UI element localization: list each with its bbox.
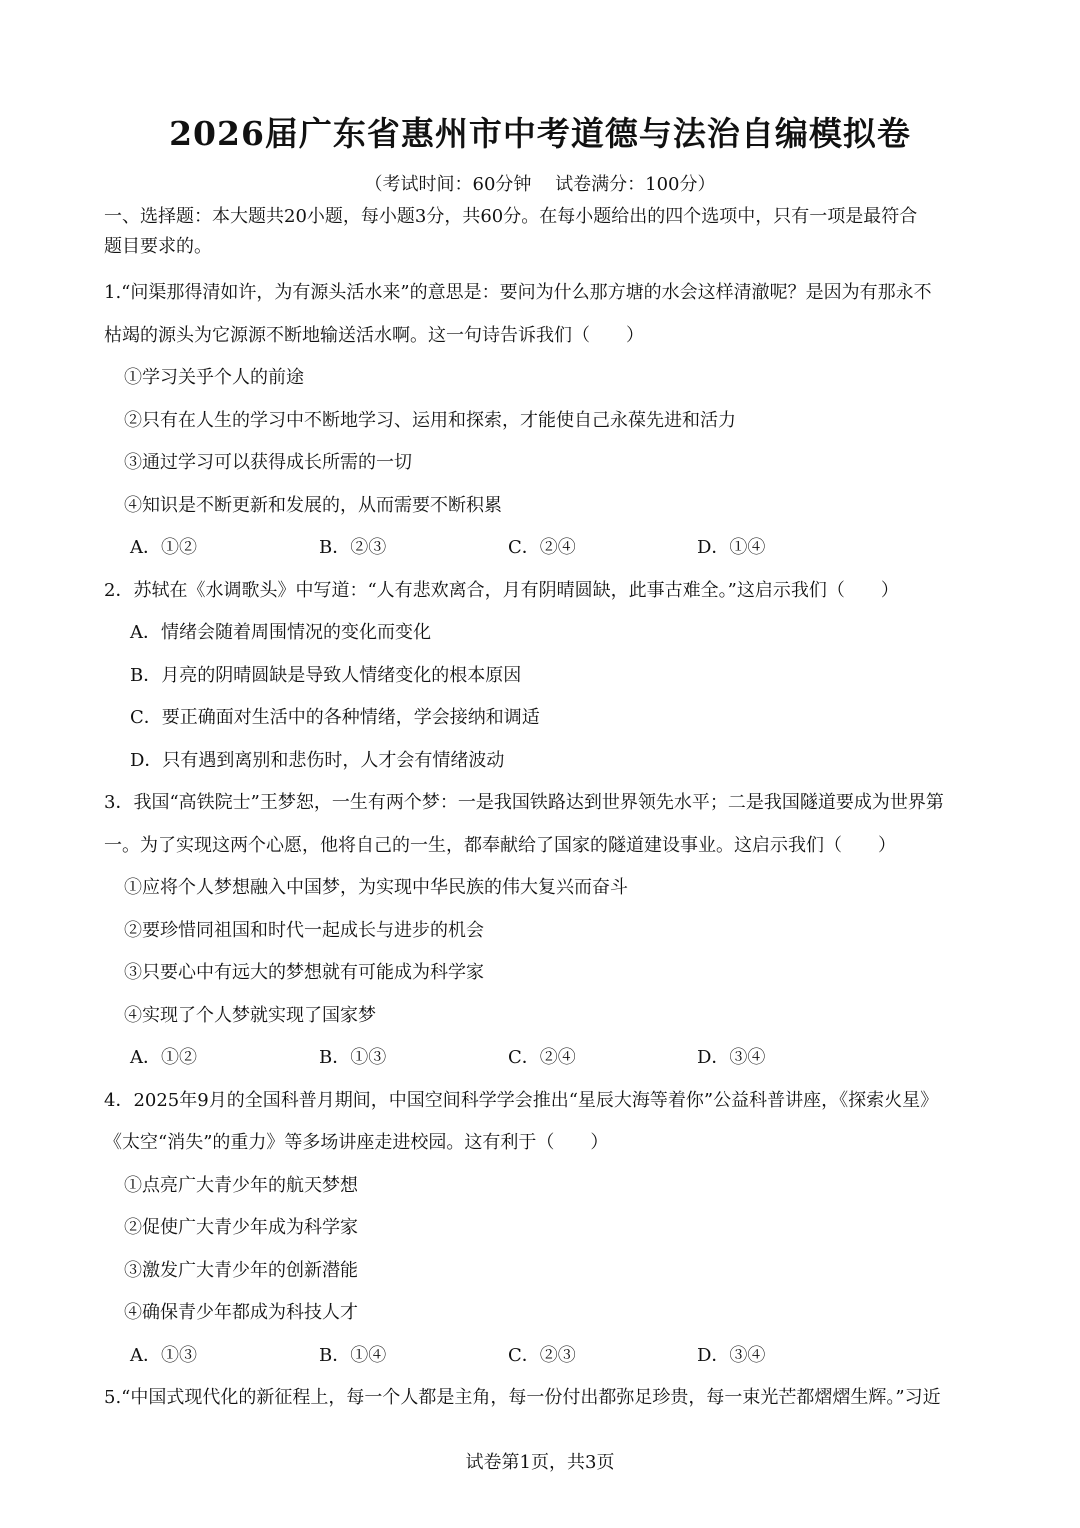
choice-c: C．②③ xyxy=(508,1344,576,1366)
answer-choices xyxy=(104,1335,984,1378)
statement: ③激发广大青少年的创新潜能 xyxy=(124,1259,358,1281)
page-footer: 试卷第1页，共3页 xyxy=(465,1452,615,1473)
statement: ③只要心中有远大的梦想就有可能成为科学家 xyxy=(124,962,484,983)
statement: ①应将个人梦想融入中国梦，为实现中华民族的伟大复兴而奋斗 xyxy=(124,877,628,898)
exam-title: 2026届广东省惠州市中考道德与法治自编模拟卷 xyxy=(169,114,911,153)
statement: ④实现了个人梦就实现了国家梦 xyxy=(124,1004,376,1026)
question-stem-line: 1.“问渠那得清如许，为有源头活水来”的意思是：要问为什么那方塘的水会这样清澈呢？是因为有那永不 xyxy=(104,282,932,303)
exam-content xyxy=(104,202,984,1420)
choice-a: A．①② xyxy=(130,1047,197,1068)
question-3 xyxy=(104,782,984,1080)
question-5 xyxy=(104,1377,984,1420)
answer-choices xyxy=(104,527,984,570)
question-stem-line: 枯竭的源头为它源源不断地输送活水啊。这一句诗告诉我们（ ） xyxy=(104,324,644,346)
question-stem-line: 4．2025年9月的全国科普月期间，中国空间科学学会推出“星辰大海等着你”公益科普讲座，《探索火星》 xyxy=(104,1089,939,1111)
statement: ③通过学习可以获得成长所需的一切 xyxy=(124,452,412,473)
exam-subtitle: （考试时间：60分钟 试卷满分：100分） xyxy=(364,174,716,195)
question-1 xyxy=(104,272,984,570)
section-instruction-line-1: 一、选择题：本大题共20小题，每小题3分，共60分。在每小题给出的四个选项中，只有一项是最符合 xyxy=(104,206,918,227)
answer-choices xyxy=(104,1037,984,1080)
option-a: A．情绪会随着周围情况的变化而变化 xyxy=(130,622,431,643)
option-c: C．要正确面对生活中的各种情绪，学会接纳和调适 xyxy=(130,707,540,728)
statement: ①点亮广大青少年的航天梦想 xyxy=(124,1174,358,1196)
option-d: D．只有遇到离别和悲伤时，人才会有情绪波动 xyxy=(130,749,505,771)
choice-c: C．②④ xyxy=(508,1047,576,1068)
question-4 xyxy=(104,1080,984,1378)
choice-a: A．①② xyxy=(130,537,197,558)
choice-d: D．①④ xyxy=(697,537,766,558)
question-stem-line: 《太空“消失”的重力》等多场讲座走进校园。这有利于（ ） xyxy=(104,1132,609,1153)
choice-a: A．①③ xyxy=(130,1344,197,1366)
question-stem-line: 5.“中国式现代化的新征程上，每一个人都是主角，每一份付出都弥足珍贵，每一束光芒都熠熠生辉。”习近 xyxy=(104,1387,941,1408)
question-stem-line: 2．苏轼在《水调歌头》中写道：“人有悲欢离合，月有阴晴圆缺，此事古难全。”这启示我们（ ） xyxy=(104,579,899,601)
choice-b: B．①④ xyxy=(319,1344,387,1366)
statement: ④知识是不断更新和发展的，从而需要不断积累 xyxy=(124,494,502,516)
choice-d: D．③④ xyxy=(697,1047,766,1068)
statement: ①学习关乎个人的前途 xyxy=(124,367,304,388)
choice-b: B．②③ xyxy=(319,537,387,558)
question-stem-line: 3．我国“高铁院士”王梦恕，一生有两个梦：一是我国铁路达到世界领先水平；二是我国隧道要成为世界第 xyxy=(104,792,944,813)
option-b: B．月亮的阴晴圆缺是导致人情绪变化的根本原因 xyxy=(130,664,522,686)
statement: ④确保青少年都成为科技人才 xyxy=(124,1302,358,1323)
statement: ②只有在人生的学习中不断地学习、运用和探索，才能使自己永葆先进和活力 xyxy=(124,409,736,431)
section-instruction-line-2: 题目要求的。 xyxy=(104,236,212,257)
question-stem-line: 一。为了实现这两个心愿，他将自己的一生，都奉献给了国家的隧道建设事业。这启示我们（ ） xyxy=(104,834,896,856)
choice-b: B．①③ xyxy=(319,1047,387,1068)
question-2 xyxy=(104,570,984,783)
statement: ②要珍惜同祖国和时代一起成长与进步的机会 xyxy=(124,919,484,941)
choice-c: C．②④ xyxy=(508,537,576,558)
statement: ②促使广大青少年成为科学家 xyxy=(124,1217,358,1238)
choice-d: D．③④ xyxy=(697,1344,766,1366)
